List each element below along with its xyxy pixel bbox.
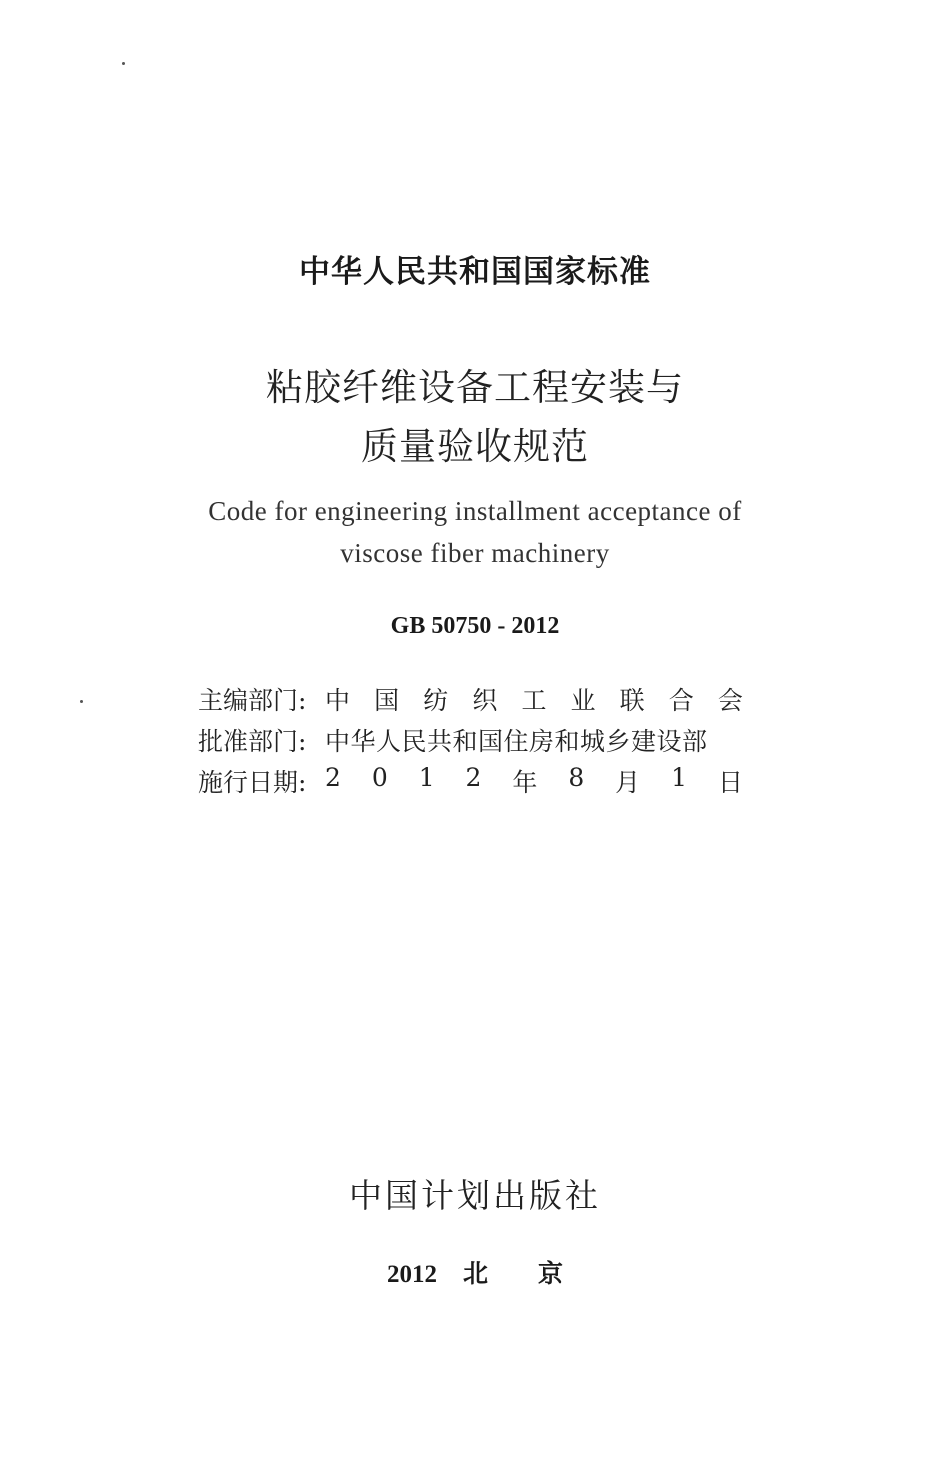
date-char: 年 [512,768,538,797]
scan-speck [122,62,125,65]
title-cn-line-2: 质量验收规范 [361,425,589,468]
title-en-line-1: Code for engineering installment acceptance of [208,496,742,526]
editor-row [198,682,743,716]
publisher-name: 中国计划出版社 [349,1176,601,1215]
title-en-line-2: viscose fiber machinery [340,538,610,568]
date-char: 2 [465,763,482,792]
date-char: 1 [418,763,435,792]
series-title: 中华人民共和国国家标准 [299,254,651,290]
effective-date-label: 施行日期: [198,768,307,797]
editor-char: 织 [472,686,498,715]
editor-char: 合 [668,686,694,715]
date-char: 1 [671,763,688,792]
editor-char: 中 [325,686,351,715]
approver-row [198,723,743,757]
effective-date-row [198,764,743,798]
publication-year: 2012 [386,1261,437,1288]
effective-date-value [325,763,743,799]
date-char: 8 [568,763,585,792]
approver-value: 中华人民共和国住房和城乡建设部 [325,727,708,756]
editor-value [325,681,743,717]
date-char: 2 [325,763,341,792]
standard-code: GB 50750 - 2012 [390,613,560,639]
publication-place [0,1254,950,1290]
date-char: 0 [371,763,388,792]
editor-char: 工 [521,686,547,715]
editor-char: 纺 [423,686,449,715]
city-char: 京 [538,1261,564,1288]
editor-char: 会 [717,686,743,715]
approver-label: 批准部门: [198,727,307,756]
scan-speck [80,700,83,703]
city-char: 北 [462,1261,488,1288]
editor-label: 主编部门: [198,686,307,715]
date-char: 月 [615,768,641,797]
editor-char: 联 [619,686,645,715]
title-cn-line-1: 粘胶纤维设备工程安装与 [266,366,684,409]
editor-char: 业 [570,686,596,715]
editor-char: 国 [374,686,400,715]
date-char: 日 [717,768,743,797]
